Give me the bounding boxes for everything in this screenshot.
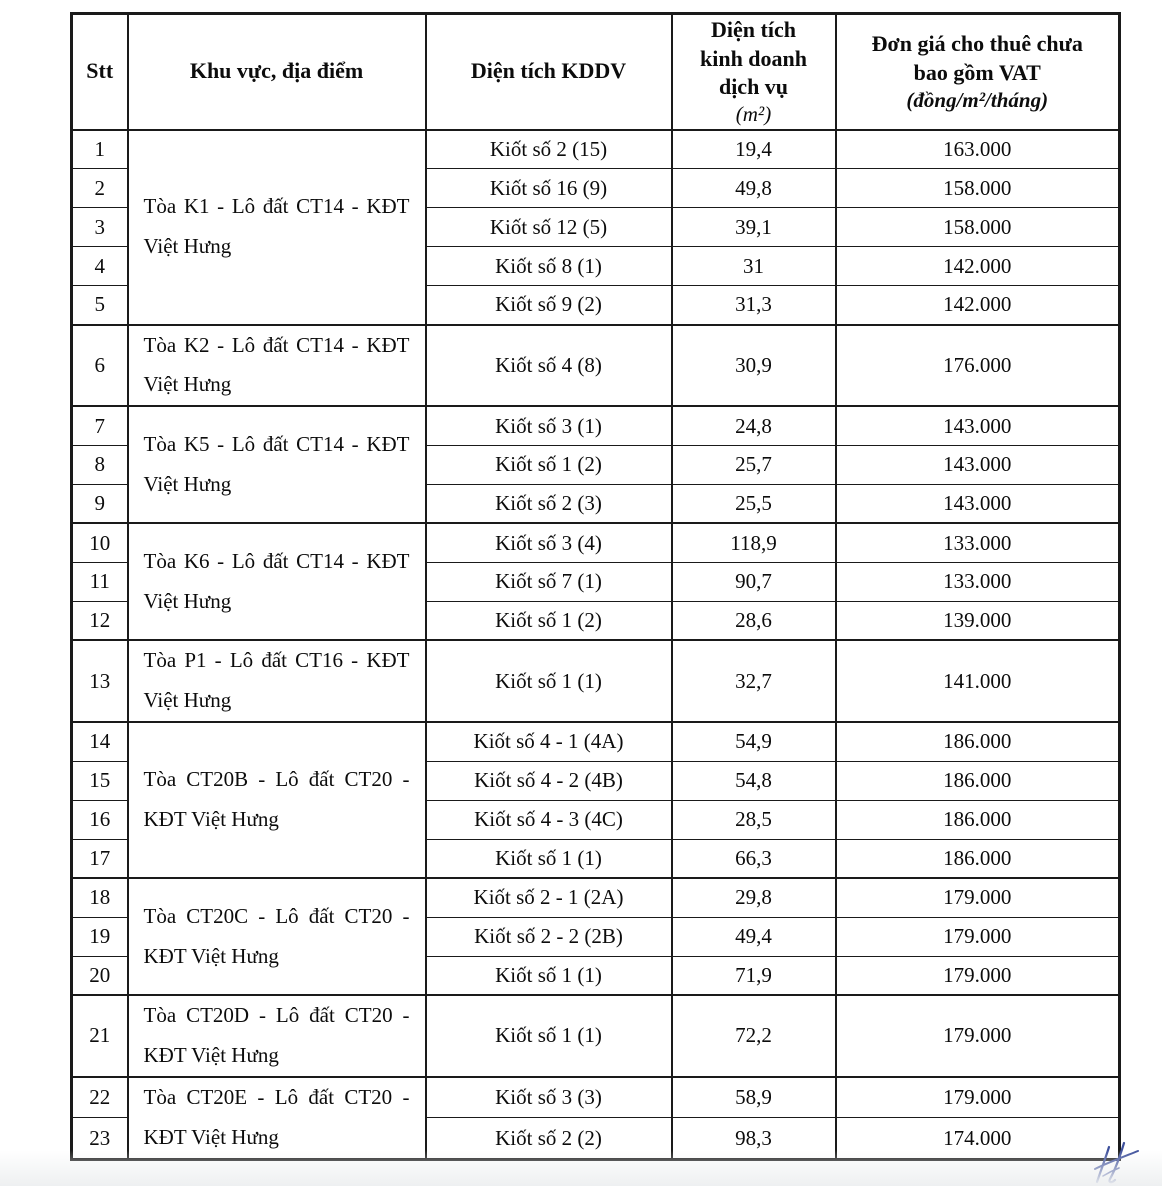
table-row: [72, 406, 1120, 445]
stt-cell: 21: [72, 995, 128, 1077]
stt-cell: 22: [72, 1077, 128, 1118]
price-cell: 186.000: [836, 800, 1120, 839]
location-cell: Tòa CT20D - Lô đất CT20 - KĐT Việt Hưng: [128, 995, 426, 1077]
stt-cell: 10: [72, 523, 128, 562]
table-row: [72, 325, 1120, 407]
price-cell: 174.000: [836, 1118, 1120, 1159]
area-cell: 31: [672, 247, 836, 286]
location-cell: Tòa CT20E - Lô đất CT20 - KĐT Việt Hưng: [128, 1077, 426, 1159]
table-row: [72, 995, 1120, 1077]
kiosk-cell: Kiốt số 8 (1): [426, 247, 672, 286]
price-cell: 179.000: [836, 956, 1120, 995]
area-cell: 24,8: [672, 406, 836, 445]
price-cell: 143.000: [836, 445, 1120, 484]
location-cell: Tòa K6 - Lô đất CT14 - KĐT Việt Hưng: [128, 523, 426, 640]
stt-cell: 1: [72, 130, 128, 169]
stt-cell: 9: [72, 484, 128, 523]
table-row: [72, 878, 1120, 917]
kiosk-cell: Kiốt số 7 (1): [426, 562, 672, 601]
stt-cell: 15: [72, 761, 128, 800]
area-cell: 71,9: [672, 956, 836, 995]
header-row: [72, 14, 1120, 130]
area-cell: 54,8: [672, 761, 836, 800]
price-cell: 139.000: [836, 601, 1120, 640]
price-cell: 163.000: [836, 130, 1120, 169]
area-cell: 32,7: [672, 640, 836, 722]
stt-cell: 8: [72, 445, 128, 484]
area-cell: 54,9: [672, 722, 836, 761]
rent-price-table: [70, 12, 1121, 1161]
header-area-label: Diện tích kinh doanh dịch vụ: [699, 17, 808, 99]
signature-mark: [1088, 1138, 1144, 1186]
kiosk-cell: Kiốt số 4 - 1 (4A): [426, 722, 672, 761]
stt-cell: 16: [72, 800, 128, 839]
table-header: [72, 14, 1120, 130]
kiosk-cell: Kiốt số 1 (1): [426, 839, 672, 878]
kiosk-cell: Kiốt số 2 (3): [426, 484, 672, 523]
price-cell: 142.000: [836, 247, 1120, 286]
area-cell: 98,3: [672, 1118, 836, 1159]
location-cell: Tòa K1 - Lô đất CT14 - KĐT Việt Hưng: [128, 130, 426, 325]
stt-cell: 5: [72, 286, 128, 325]
header-area-unit: (m²): [735, 101, 772, 126]
header-price-label: Đơn giá cho thuê chưa bao gồm VAT: [871, 31, 1083, 85]
header-price: [836, 14, 1120, 130]
area-cell: 30,9: [672, 325, 836, 407]
stt-cell: 6: [72, 325, 128, 407]
area-cell: 49,4: [672, 917, 836, 956]
kiosk-cell: Kiốt số 3 (3): [426, 1077, 672, 1118]
stt-cell: 14: [72, 722, 128, 761]
price-cell: 186.000: [836, 839, 1120, 878]
kiosk-cell: Kiốt số 2 (15): [426, 130, 672, 169]
area-cell: 28,6: [672, 601, 836, 640]
kiosk-cell: Kiốt số 2 - 1 (2A): [426, 878, 672, 917]
stt-cell: 17: [72, 839, 128, 878]
stt-cell: 20: [72, 956, 128, 995]
area-cell: 25,5: [672, 484, 836, 523]
price-cell: 179.000: [836, 878, 1120, 917]
header-location: Khu vực, địa điểm: [128, 14, 426, 130]
price-cell: 158.000: [836, 169, 1120, 208]
price-cell: 186.000: [836, 722, 1120, 761]
kiosk-cell: Kiốt số 12 (5): [426, 208, 672, 247]
table-row: [72, 130, 1120, 169]
location-cell: Tòa CT20B - Lô đất CT20 - KĐT Việt Hưng: [128, 722, 426, 878]
stt-cell: 11: [72, 562, 128, 601]
area-cell: 19,4: [672, 130, 836, 169]
location-cell: Tòa K2 - Lô đất CT14 - KĐT Việt Hưng: [128, 325, 426, 407]
stt-cell: 7: [72, 406, 128, 445]
stt-cell: 18: [72, 878, 128, 917]
stt-cell: 3: [72, 208, 128, 247]
kiosk-cell: Kiốt số 1 (1): [426, 956, 672, 995]
kiosk-cell: Kiốt số 3 (1): [426, 406, 672, 445]
header-price-unit: (đồng/m²/tháng): [906, 88, 1049, 113]
location-cell: Tòa CT20C - Lô đất CT20 - KĐT Việt Hưng: [128, 878, 426, 995]
table-row: [72, 523, 1120, 562]
stt-cell: 2: [72, 169, 128, 208]
kiosk-cell: Kiốt số 1 (2): [426, 445, 672, 484]
area-cell: 72,2: [672, 995, 836, 1077]
price-cell: 179.000: [836, 995, 1120, 1077]
kiosk-cell: Kiốt số 1 (1): [426, 640, 672, 722]
price-cell: 133.000: [836, 523, 1120, 562]
price-cell: 143.000: [836, 484, 1120, 523]
kiosk-cell: Kiốt số 4 - 3 (4C): [426, 800, 672, 839]
kiosk-cell: Kiốt số 1 (2): [426, 601, 672, 640]
header-stt: Stt: [72, 14, 128, 130]
stt-cell: 19: [72, 917, 128, 956]
area-cell: 29,8: [672, 878, 836, 917]
area-cell: 25,7: [672, 445, 836, 484]
price-cell: 158.000: [836, 208, 1120, 247]
price-cell: 186.000: [836, 761, 1120, 800]
stt-cell: 4: [72, 247, 128, 286]
area-cell: 31,3: [672, 286, 836, 325]
kiosk-cell: Kiốt số 16 (9): [426, 169, 672, 208]
table-row: [72, 1077, 1120, 1118]
kiosk-cell: Kiốt số 4 - 2 (4B): [426, 761, 672, 800]
price-cell: 176.000: [836, 325, 1120, 407]
price-cell: 142.000: [836, 286, 1120, 325]
price-cell: 179.000: [836, 917, 1120, 956]
table-body: [72, 130, 1120, 1160]
header-area: [672, 14, 836, 130]
area-cell: 90,7: [672, 562, 836, 601]
area-cell: 66,3: [672, 839, 836, 878]
kiosk-cell: Kiốt số 2 (2): [426, 1118, 672, 1159]
area-cell: 58,9: [672, 1077, 836, 1118]
header-kiosk: Diện tích KDDV: [426, 14, 672, 130]
area-cell: 28,5: [672, 800, 836, 839]
location-cell: Tòa K5 - Lô đất CT14 - KĐT Việt Hưng: [128, 406, 426, 523]
area-cell: 39,1: [672, 208, 836, 247]
kiosk-cell: Kiốt số 4 (8): [426, 325, 672, 407]
price-cell: 143.000: [836, 406, 1120, 445]
price-cell: 179.000: [836, 1077, 1120, 1118]
price-cell: 133.000: [836, 562, 1120, 601]
stt-cell: 12: [72, 601, 128, 640]
area-cell: 118,9: [672, 523, 836, 562]
kiosk-cell: Kiốt số 2 - 2 (2B): [426, 917, 672, 956]
area-cell: 49,8: [672, 169, 836, 208]
kiosk-cell: Kiốt số 9 (2): [426, 286, 672, 325]
stt-cell: 13: [72, 640, 128, 722]
price-cell: 141.000: [836, 640, 1120, 722]
location-cell: Tòa P1 - Lô đất CT16 - KĐT Việt Hưng: [128, 640, 426, 722]
stt-cell: 23: [72, 1118, 128, 1159]
table-row: [72, 722, 1120, 761]
kiosk-cell: Kiốt số 1 (1): [426, 995, 672, 1077]
table-row: [72, 640, 1120, 722]
kiosk-cell: Kiốt số 3 (4): [426, 523, 672, 562]
